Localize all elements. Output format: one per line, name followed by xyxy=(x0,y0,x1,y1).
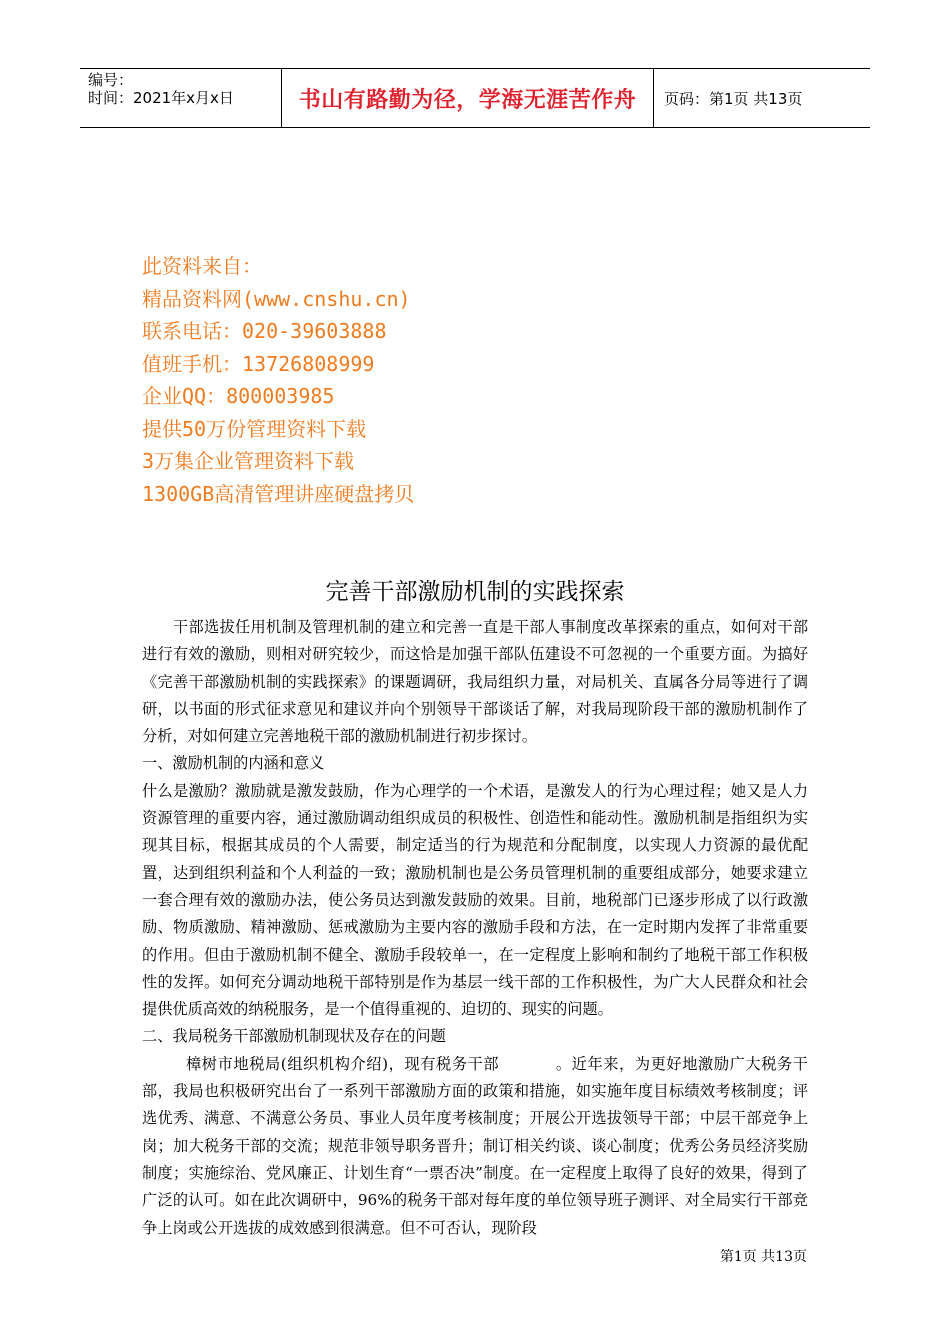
document-number-label: 编号： xyxy=(88,71,134,89)
promo-line: 企业QQ：800003985 xyxy=(142,384,335,408)
promo-line: 提供50万份管理资料下载 xyxy=(142,416,367,441)
promo-line: 3万集企业管理资料下载 xyxy=(142,449,355,473)
page-footer: 第1页 共13页 xyxy=(719,1249,807,1265)
header-motto: 书山有路勤为径，学海无涯苦作舟 xyxy=(282,69,654,127)
paragraph-part: 。近年来，为更好地激励广大税务干部，我局也积极研究出台了一系列干部激励方面的政策和措施，如实施年度目标绩效考核制度；评选优秀、满意、不满意公务员、事业人员年度考核制度；开展公开选拔领导干部；中层干部竞争上岗；加大税务干部的交流；规范非领导职务晋升；制订相关约谈、谈心制度；优秀公务员经济奖励制度；实施综治、党风廉正、计划生育“一票否决”制度。在一定程度上取得了良好的效果，得到了广泛的认可。如在此次调研中，96%的税务干部对每年度的单位领导班子测评、对全局实行干部竞争上岗或公开选拔的成效感到很满意。但不可否认，现阶段 xyxy=(142,1054,808,1237)
header-page-number: 页码：第1页 共13页 xyxy=(664,89,803,108)
promo-line: 1300GB高清管理讲座硬盘拷贝 xyxy=(142,481,415,506)
section-heading: 一、激励机制的内涵和意义 xyxy=(142,754,325,773)
promo-line: 值班手机：13726808999 xyxy=(142,351,375,376)
promo-block xyxy=(142,250,414,510)
document-body xyxy=(142,614,808,1242)
paragraph: 干部选拔任用机制及管理机制的建立和完善一直是干部人事制度改革探索的重点，如何对干部进行有效的激励，则相对研究较少，而这恰是加强干部队伍建设不可忽视的一个重要方面。为搞好《完善干部激励机制的实践探索》的课题调研，我局组织力量，对局机关、直属各分局等进行了调研，以书面的形式征求意见和建议并向个别领导干部谈话了解，对我局现阶段干部的激励机制作了分析，对如何建立完善地税干部的激励机制进行初步探讨。 xyxy=(142,618,808,746)
paragraph-part: 樟树市地税局(组织机构介绍)，现有税务干部 xyxy=(186,1054,500,1073)
promo-line: 精品资料网(www.cnshu.cn) xyxy=(142,286,411,311)
document-title: 完善干部激励机制的实践探索 xyxy=(325,579,625,605)
promo-line: 此资料来自： xyxy=(142,254,262,278)
paragraph: 什么是激励？激励就是激发鼓励，作为心理学的一个术语，是激发人的行为心理过程；她又是人力资源管理的重要内容，通过激励调动组织成员的积极性、创造性和能动性。激励机制是指组织为实现其目标，根据其成员的个人需要，制定适当的行为规范和分配制度，以实现人力资源的最优配置，达到组织利益和个人利益的一致；激励机制也是公务员管理机制的重要组成部分，她要求建立一套合理有效的激励办法，使公务员达到激发鼓励的效果。目前，地税部门已逐步形成了以行政激励、物质激励、精神激励、惩戒激励为主要内容的激励手段和方法，在一定时期内发挥了非常重要的作用。但由于激励机制不健全、激励手段较单一，在一定程度上影响和制约了地税干部工作积极性的发挥。如何充分调动地税干部特别是作为基层一线干部的工作积极性，为广大人民群众和社会提供优质高效的纳税服务，是一个值得重视的、迫切的、现实的问题。 xyxy=(142,781,808,1019)
promo-line: 联系电话：020-39603888 xyxy=(142,319,387,343)
page-header xyxy=(80,68,870,128)
header-meta xyxy=(80,69,282,127)
section-heading: 二、我局税务干部激励机制现状及存在的问题 xyxy=(142,1027,446,1046)
document-date-label: 时间：2021年x月x日 xyxy=(88,89,234,107)
paragraph xyxy=(142,1051,808,1242)
